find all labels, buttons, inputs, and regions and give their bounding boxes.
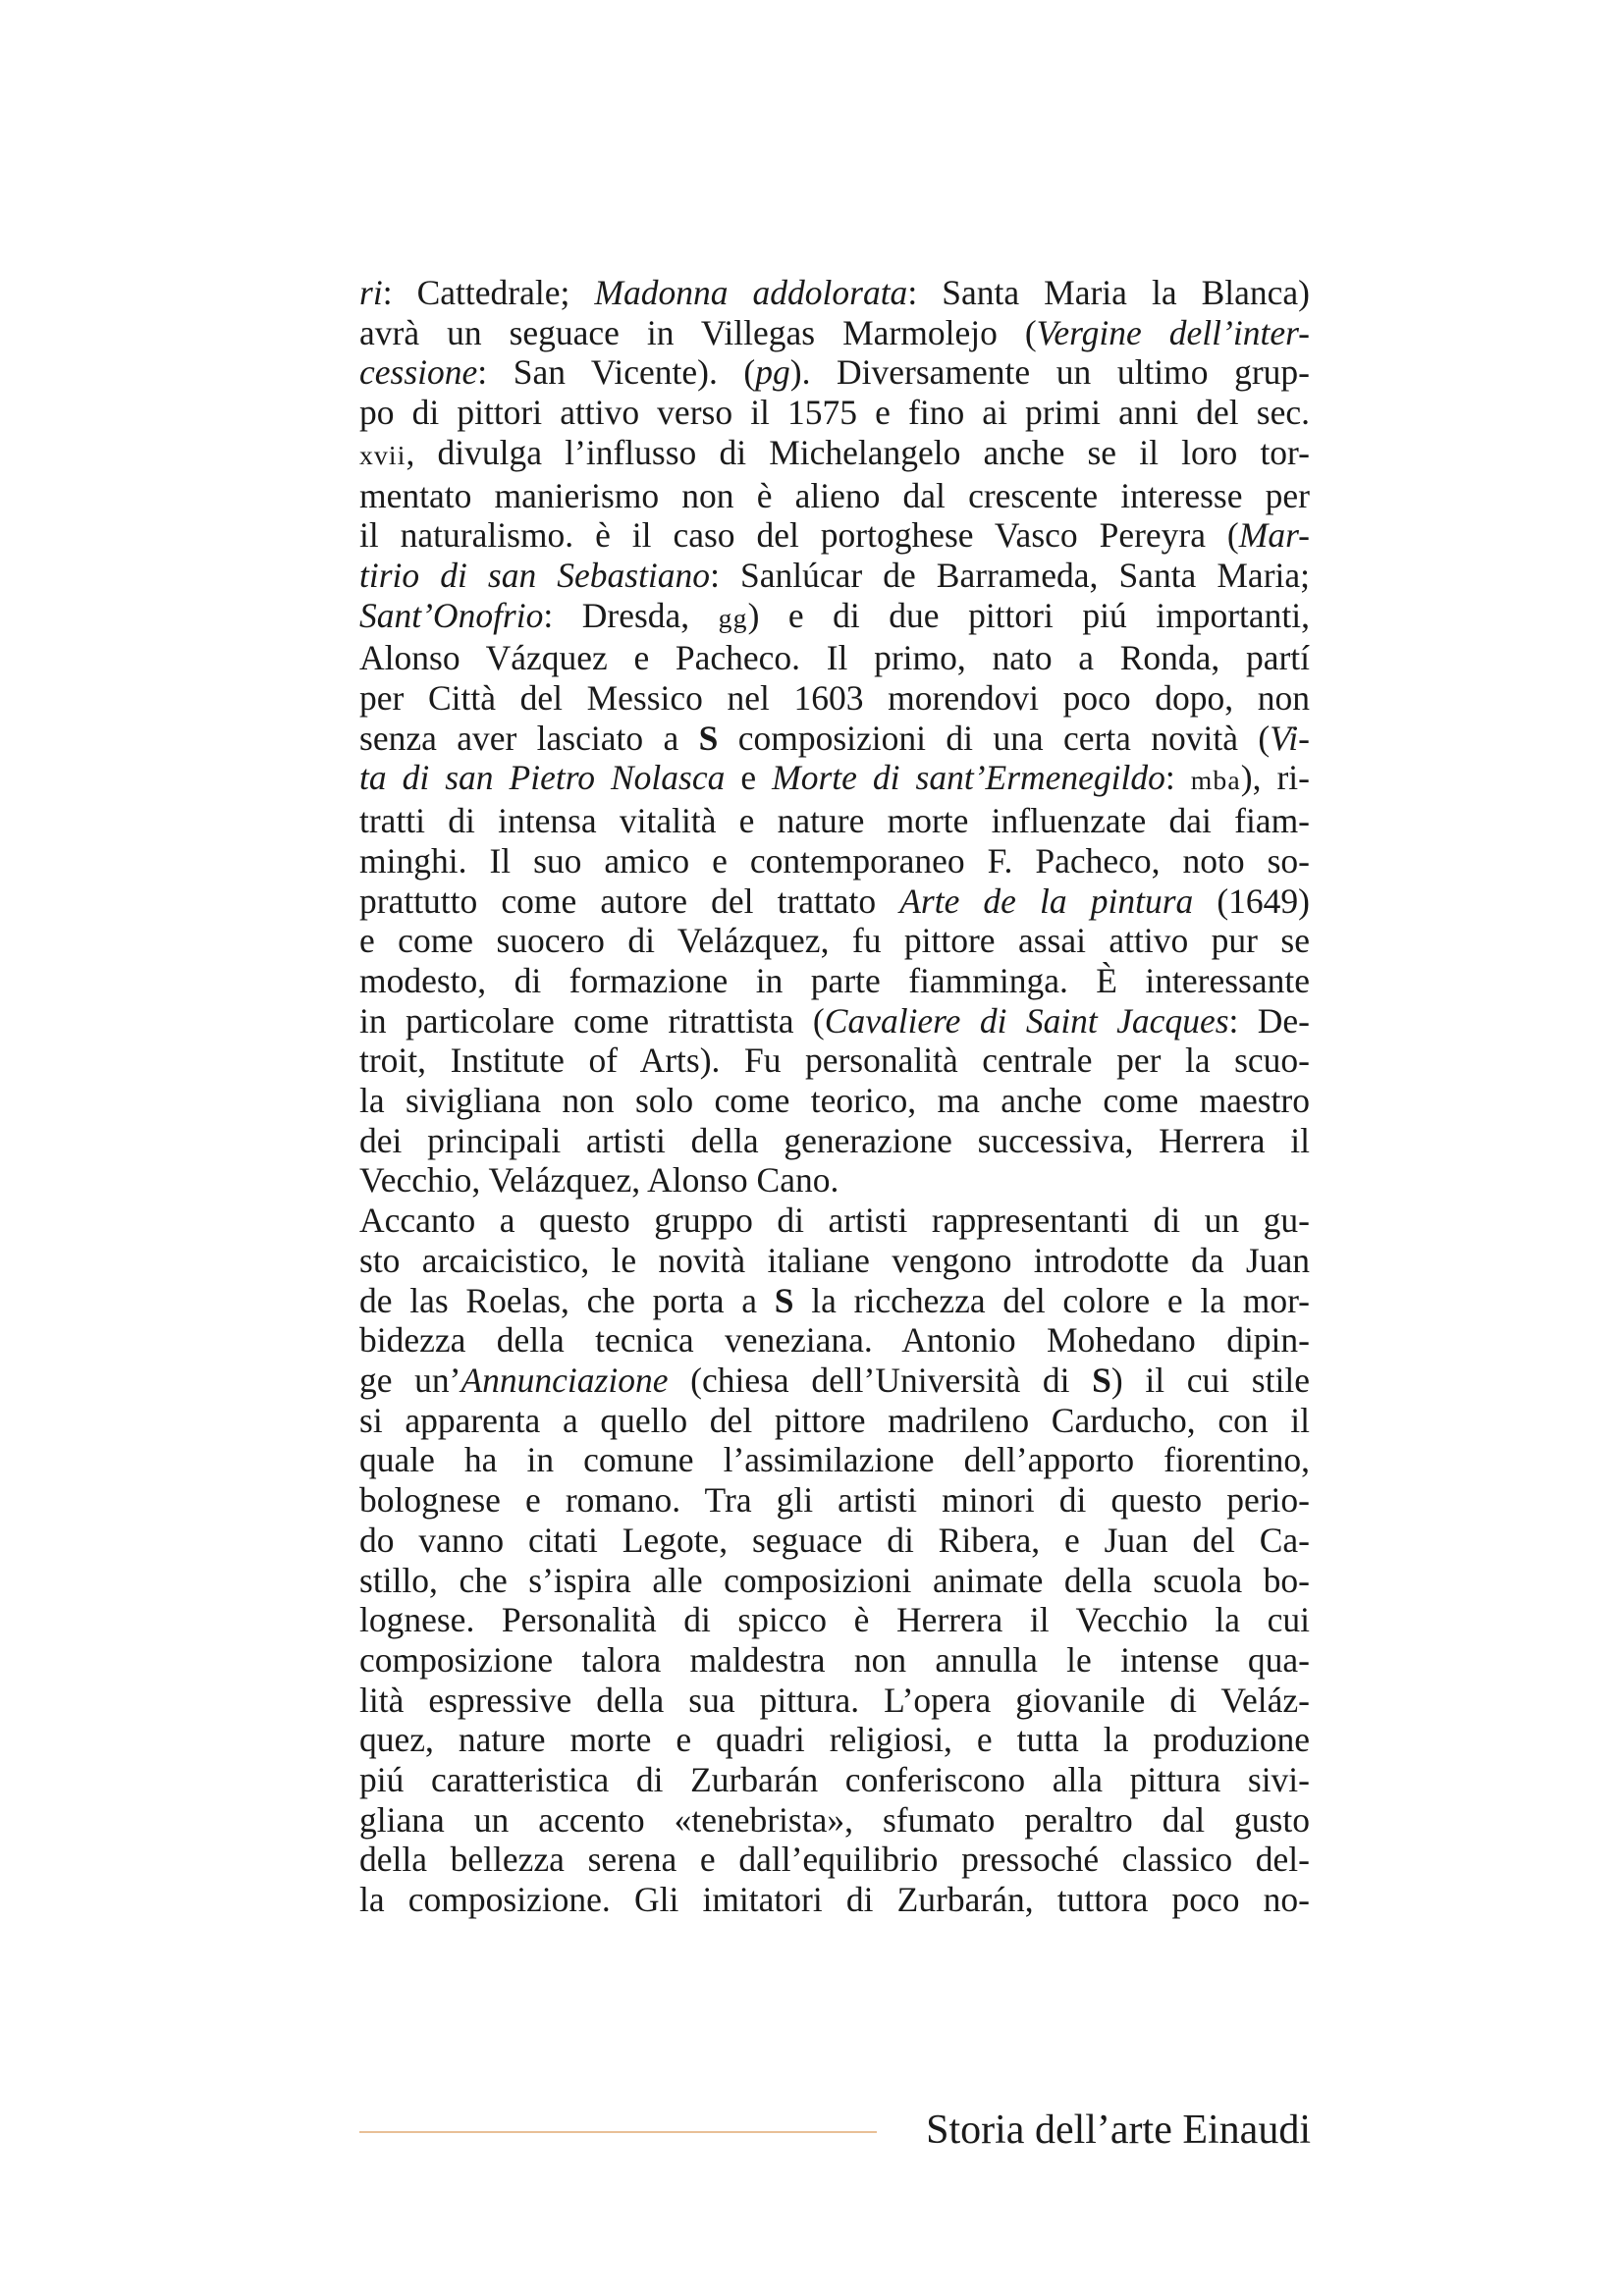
text-run: : bbox=[1164, 758, 1191, 798]
text-run: e come suocero di Velázquez, fu pittore assai attivo pur se bbox=[359, 921, 1310, 961]
italic-title: Cavaliere di Saint Jacques bbox=[824, 1000, 1229, 1041]
text-run: de las Roelas, che porta a bbox=[359, 1280, 775, 1320]
text-line bbox=[359, 758, 1310, 801]
text-line bbox=[359, 313, 1310, 353]
italic-title: Vi- bbox=[1270, 718, 1310, 758]
text-line bbox=[359, 1840, 1310, 1880]
text-line bbox=[359, 1480, 1310, 1521]
text-line bbox=[359, 1561, 1310, 1601]
text-run: mentato manierismo non è alieno dal crescente interesse per bbox=[359, 475, 1310, 515]
text-line bbox=[359, 1081, 1310, 1121]
italic-title: tirio di san Sebastiano bbox=[359, 555, 711, 595]
text-line bbox=[359, 515, 1310, 556]
text-run: ) e di due pittori piú importanti, bbox=[747, 595, 1310, 635]
bold-abbrev: S bbox=[1092, 1360, 1111, 1400]
text-run: modesto, di formazione in parte fiamminga. È interessante bbox=[359, 960, 1310, 1000]
italic-title: ri bbox=[359, 273, 383, 312]
text-run: quale ha in comune l’assimilazione dell’apporto fiorentino, bbox=[359, 1440, 1310, 1480]
text-line bbox=[359, 1681, 1310, 1721]
body-text bbox=[359, 273, 1310, 1920]
text-run: do vanno citati Legote, seguace di Ribera, e Juan del Ca- bbox=[359, 1520, 1310, 1560]
text-run: ), ri- bbox=[1240, 758, 1310, 798]
text-line bbox=[359, 801, 1310, 841]
text-run: senza aver lasciato a bbox=[359, 718, 699, 758]
bold-abbrev: S bbox=[774, 1280, 794, 1320]
text-line bbox=[359, 841, 1310, 881]
text-run: e bbox=[725, 758, 773, 798]
text-run: prattutto come autore del trattato bbox=[359, 881, 900, 921]
text-line bbox=[359, 433, 1310, 476]
text-line bbox=[359, 678, 1310, 719]
text-line bbox=[359, 921, 1310, 961]
italic-title: Mar- bbox=[1238, 515, 1310, 556]
text-line bbox=[359, 1521, 1310, 1561]
text-run: della bellezza serena e dall’equilibrio pressoché classico del- bbox=[359, 1840, 1310, 1880]
text-line bbox=[359, 1241, 1310, 1281]
italic-title: Madonna addolorata bbox=[594, 273, 908, 312]
italic-title: Sant’Onofrio bbox=[359, 595, 544, 635]
text-run: lognese. Personalità di spicco è Herrera il Vecchio la cui bbox=[359, 1600, 1310, 1640]
text-line bbox=[359, 638, 1310, 678]
text-line bbox=[359, 352, 1310, 393]
text-line bbox=[359, 1640, 1310, 1681]
text-run: : Santa Maria la Blanca) bbox=[907, 273, 1311, 312]
text-run: dei principali artisti della generazione successiva, Herrera il bbox=[359, 1120, 1310, 1160]
text-line bbox=[359, 1201, 1310, 1241]
text-run: avrà un seguace in Villegas Marmolejo ( bbox=[359, 312, 1037, 352]
text-run: lità espressive della sua pittura. L’opera giovanile di Veláz- bbox=[359, 1680, 1310, 1720]
text-run: Alonso Vázquez e Pacheco. Il primo, nato a Ronda, partí bbox=[359, 638, 1310, 678]
text-run: po di pittori attivo verso il 1575 e fino ai primi anni del sec. bbox=[359, 393, 1310, 433]
text-line bbox=[359, 556, 1310, 596]
text-line bbox=[359, 1760, 1310, 1800]
text-run: sto arcaicistico, le novità italiane vengono introdotte da Juan bbox=[359, 1240, 1310, 1280]
text-line bbox=[359, 596, 1310, 639]
text-run: troit, Institute of Arts). Fu personalità centrale per la scuo- bbox=[359, 1041, 1310, 1081]
text-line bbox=[359, 961, 1310, 1001]
text-run: Accanto a questo gruppo di artisti rappresentanti di un gu- bbox=[359, 1201, 1310, 1241]
text-line bbox=[359, 1800, 1310, 1841]
text-run: minghi. Il suo amico e contemporaneo F. Pacheco, noto so- bbox=[359, 840, 1310, 881]
text-run: la sivigliana non solo come teorico, ma anche come maestro bbox=[359, 1081, 1310, 1121]
text-run: Vecchio, Velázquez, Alonso Cano. bbox=[359, 1160, 839, 1201]
text-run: , divulga l’influsso di Michelangelo anche se il loro tor- bbox=[406, 432, 1310, 472]
text-line bbox=[359, 1001, 1310, 1041]
text-line bbox=[359, 1600, 1310, 1640]
text-run: bidezza della tecnica veneziana. Antonio Mohedano dipin- bbox=[359, 1320, 1310, 1361]
text-run: ge un’ bbox=[359, 1360, 461, 1400]
text-run: (1649) bbox=[1193, 881, 1310, 921]
text-line bbox=[359, 1160, 1310, 1201]
text-run: ). Diversamente un ultimo grup- bbox=[789, 352, 1310, 393]
italic-title: pg bbox=[755, 352, 790, 393]
italic-title: Morte di sant’Ermenegildo bbox=[772, 758, 1165, 798]
text-run: tratti di intensa vitalità e nature morte influenzate dai fiam- bbox=[359, 801, 1310, 841]
text-run: composizione talora maldestra non annulla le intense qua- bbox=[359, 1639, 1310, 1680]
text-run: bolognese e romano. Tra gli artisti minori di questo perio- bbox=[359, 1480, 1310, 1521]
italic-title: Annunciazione bbox=[460, 1360, 669, 1400]
text-run: per Città del Messico nel 1603 morendovi poco dopo, non bbox=[359, 678, 1310, 719]
text-line bbox=[359, 1361, 1310, 1401]
text-line bbox=[359, 273, 1310, 313]
text-line bbox=[359, 1281, 1310, 1321]
text-line bbox=[359, 719, 1310, 759]
text-run: : San Vicente). ( bbox=[477, 352, 756, 393]
italic-title: Arte de la pintura bbox=[899, 881, 1194, 921]
smallcaps-text: xvii bbox=[359, 439, 406, 470]
smallcaps-text: mba bbox=[1190, 765, 1241, 796]
text-line bbox=[359, 1320, 1310, 1361]
text-line bbox=[359, 476, 1310, 516]
text-run: : De- bbox=[1228, 1000, 1310, 1041]
smallcaps-text: gg bbox=[718, 602, 748, 633]
text-line bbox=[359, 1121, 1310, 1161]
footer-title: Storia dell’arte Einaudi bbox=[926, 2108, 1311, 2153]
text-run: composizioni di una certa novità ( bbox=[718, 718, 1271, 758]
bold-abbrev: S bbox=[698, 718, 719, 758]
text-run: : Cattedrale; bbox=[382, 273, 595, 312]
text-run: il naturalismo. è il caso del portoghese Vasco Pereyra ( bbox=[359, 515, 1239, 556]
text-line bbox=[359, 1880, 1310, 1920]
text-run: si apparenta a quello del pittore madrileno Carducho, con il bbox=[359, 1400, 1310, 1440]
text-line bbox=[359, 393, 1310, 433]
text-line bbox=[359, 881, 1310, 922]
text-line bbox=[359, 1401, 1310, 1441]
text-line bbox=[359, 1720, 1310, 1760]
italic-title: cessione bbox=[359, 352, 478, 393]
text-line bbox=[359, 1440, 1310, 1480]
text-run: : Dresda, bbox=[543, 595, 719, 635]
text-run: stillo, che s’ispira alle composizioni animate della scuola bo- bbox=[359, 1560, 1310, 1600]
text-run: piú caratteristica di Zurbarán conferiscono alla pittura sivi- bbox=[359, 1760, 1310, 1800]
text-run: la composizione. Gli imitatori di Zurbarán, tuttora poco no- bbox=[359, 1880, 1310, 1920]
italic-title: Vergine dell’inter- bbox=[1036, 312, 1310, 352]
text-run: (chiesa dell’Università di bbox=[668, 1360, 1093, 1400]
text-run: in particolare come ritrattista ( bbox=[359, 1000, 825, 1041]
italic-title: ta di san Pietro Nolasca bbox=[359, 758, 726, 798]
text-run: gliana un accento «tenebrista», sfumato peraltro dal gusto bbox=[359, 1799, 1310, 1840]
text-run: la ricchezza del colore e la mor- bbox=[793, 1280, 1310, 1320]
text-run: : Sanlúcar de Barrameda, Santa Maria; bbox=[710, 555, 1310, 595]
text-line bbox=[359, 1041, 1310, 1081]
text-run: quez, nature morte e quadri religiosi, e tutta la produzione bbox=[359, 1720, 1310, 1760]
footer-rule bbox=[359, 2131, 877, 2133]
text-run: ) il cui stile bbox=[1110, 1360, 1310, 1400]
